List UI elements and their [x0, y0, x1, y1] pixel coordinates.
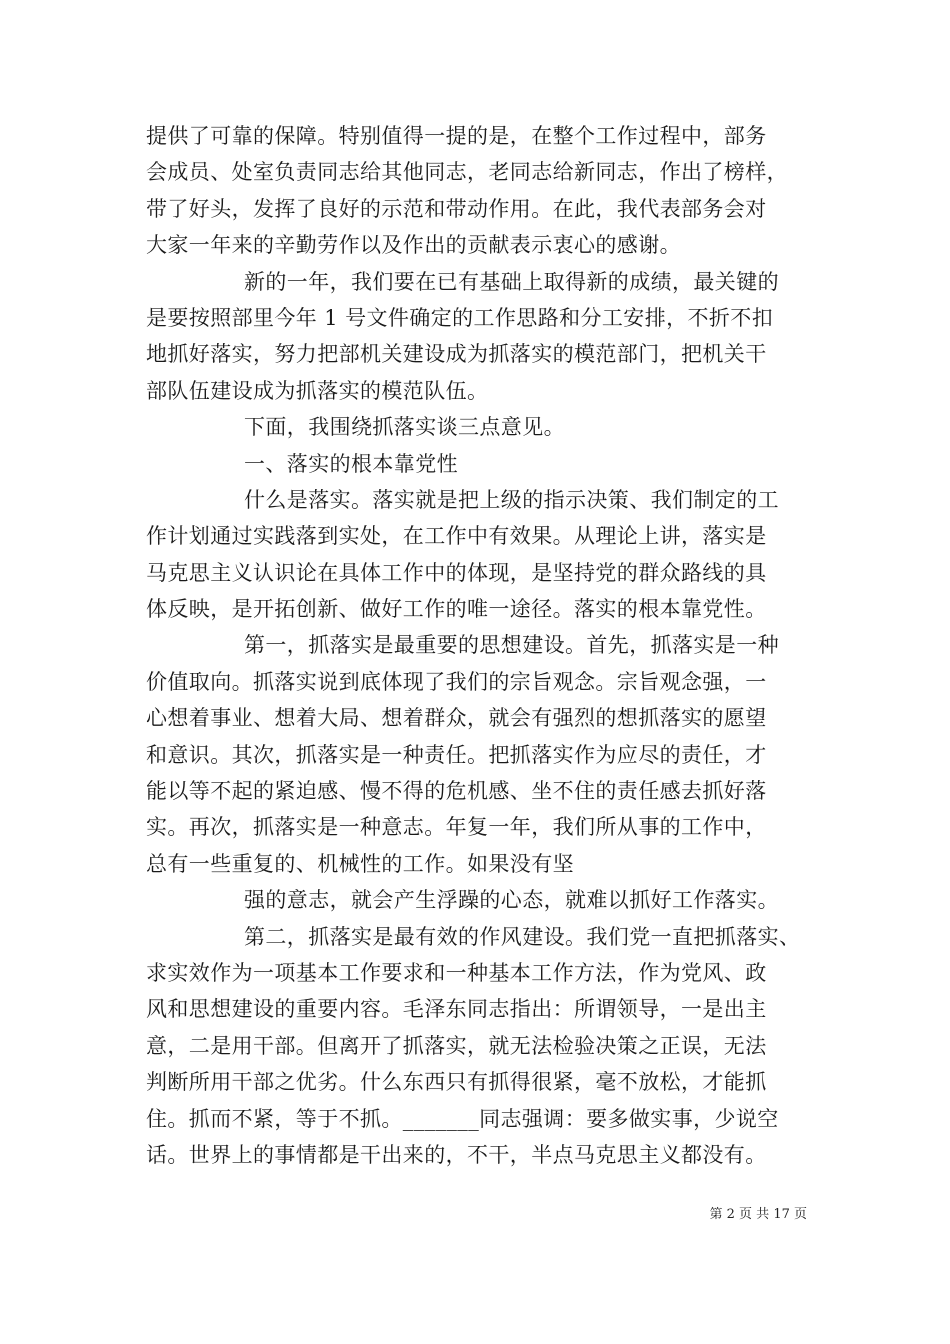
text-line: 带了好头，发挥了良好的示范和带动作用。在此，我代表部务会对: [146, 196, 767, 221]
text-line: 意，二是用干部。但离开了抓落实，就无法检验决策之正误，无法: [146, 1033, 767, 1058]
text-line: 和意识。其次，抓落实是一种责任。把抓落实作为应尽的责任，才: [146, 742, 767, 767]
text-line: 大家一年来的辛勤劳作以及作出的贡献表示衷心的感谢。: [146, 233, 681, 258]
paragraph-start-line: 新的一年，我们要在已有基础上取得新的成绩，最关键的: [244, 269, 779, 294]
text-line: 作计划通过实践落到实处，在工作中有效果。从理论上讲，落实是: [146, 524, 767, 549]
text-line: 总有一些重复的、机械性的工作。如果没有坚: [146, 851, 574, 876]
text-line: 马克思主义认识论在具体工作中的体现，是坚持党的群众路线的具: [146, 560, 767, 585]
text-line: 求实效作为一项基本工作要求和一种基本工作方法，作为党风、政: [146, 960, 767, 985]
text-line: 能以等不起的紧迫感、慢不得的危机感、坐不住的责任感去抓好落: [146, 779, 767, 804]
text-line: 会成员、处室负责同志给其他同志，老同志给新同志，作出了榜样，: [146, 160, 788, 185]
text-line: 部队伍建设成为抓落实的模范队伍。: [146, 378, 489, 403]
paragraph-start-line: 第二，抓落实是最有效的作风建设。我们党一直把抓落实、: [244, 924, 801, 949]
paragraph-start-line: 第一，抓落实是最重要的思想建设。首先，抓落实是一种: [244, 633, 779, 658]
text-line: 体反映，是开拓创新、做好工作的唯一途径。落实的根本靠党性。: [146, 597, 767, 622]
paragraph-start-line: 下面，我围绕抓落实谈三点意见。: [244, 415, 565, 440]
text-line: 是要按照部里今年 1 号文件确定的工作思路和分工安排，不折不扣: [146, 305, 774, 330]
paragraph-start-line: 什么是落实。落实就是把上级的指示决策、我们制定的工: [244, 487, 779, 512]
text-line: 地抓好落实，努力把部机关建设成为抓落实的模范部门，把机关干: [146, 342, 767, 367]
text-line: 判断所用干部之优劣。什么东西只有抓得很紧，毫不放松，才能抓: [146, 1070, 767, 1095]
text-line: 价值取向。抓落实说到底体现了我们的宗旨观念。宗旨观念强，一: [146, 669, 767, 694]
paragraph-start-line: 一、落实的根本靠党性: [244, 451, 458, 476]
page-number: 第 2 页 共 17 页: [709, 1207, 807, 1222]
text-line: 住。抓而不紧，等于不抓。_______同志强调：要多做实事，少说空: [146, 1106, 779, 1131]
document-body: [146, 118, 816, 1173]
text-line: 提供了可靠的保障。特别值得一提的是，在整个工作过程中，部务: [146, 124, 767, 148]
text-line: 风和思想建设的重要内容。毛泽东同志指出：所谓领导，一是出主: [146, 997, 767, 1022]
text-line: 话。世界上的事情都是干出来的，不干，半点马克思主义都没有。: [146, 1142, 767, 1167]
text-line: 实。再次，抓落实是一种意志。年复一年，我们所从事的工作中，: [146, 815, 767, 840]
paragraph-start-line: 强的意志，就会产生浮躁的心态，就难以抓好工作落实。: [244, 888, 779, 913]
text-line: 心想着事业、想着大局、想着群众，就会有强烈的想抓落实的愿望: [146, 706, 767, 731]
